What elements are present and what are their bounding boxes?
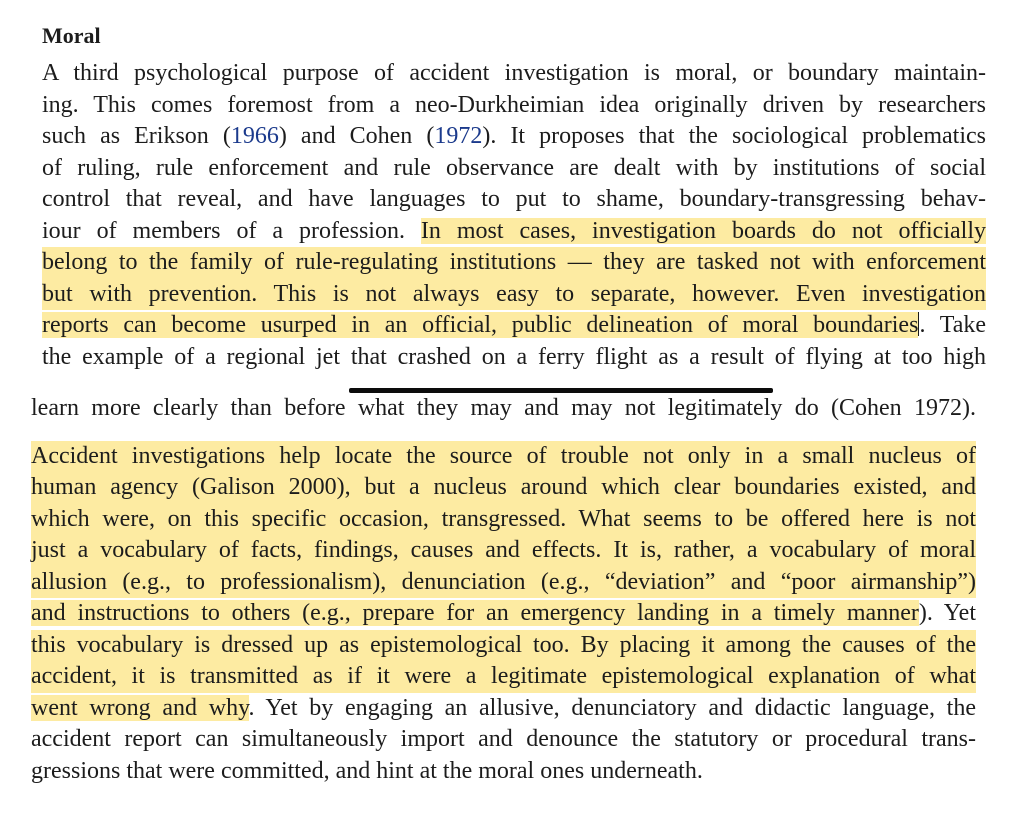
highlighted-text-line: accident, it is transmitted as if it were a legitimate epistemological explanation of what: [31, 661, 976, 693]
text-line: A third psychological purpose of accident investigation is moral, or boundary maintain-: [42, 60, 986, 86]
highlighted-text-line: human agency (Galison 2000), but a nucleus around which clear boundaries existed, and: [31, 472, 976, 504]
highlighted-text: In most cases, investigation boards do not officially: [420, 217, 986, 244]
highlighted-text: reports can become usurped in an official, public delineation of moral boundaries: [42, 312, 919, 338]
bottom-excerpt: [0, 395, 1024, 817]
bottom-paragraph: [31, 395, 976, 787]
highlighted-text-line: just a vocabulary of facts, findings, causes and effects. It is, rather, a vocabulary of moral: [31, 535, 976, 567]
highlighted-text-line: belong to the family of rule-regulating institutions — they are tasked not with enforcement: [42, 247, 986, 279]
text-line-cut-off: learn more clearly than before what they may and may not legitimately do (Cohen 1972).: [31, 395, 976, 421]
text-line: accident report can simultaneously import and denounce the statutory or procedural trans-: [31, 726, 976, 752]
highlighted-text-line: this vocabulary is dressed up as epistemological too. By placing it among the causes of the: [31, 630, 976, 662]
top-paragraph: [42, 58, 986, 373]
text-line: reports can become usurped in an official, public delineation of moral boundaries. Take: [42, 312, 987, 338]
text-line-cut-off: the example of a regional jet that crashed on a ferry flight as a result of flying at too high: [42, 343, 986, 370]
highlighted-text: and instructions to others (e.g., prepare for an emergency landing in a timely manner: [31, 600, 919, 626]
text-line-last: gressions that were committed, and hint at the moral ones underneath.: [31, 757, 703, 784]
highlighted-text-line: Accident investigations help locate the source of trouble not only in a small nucleus of: [31, 441, 976, 473]
text-line: ing. This comes foremost from a neo-Durkheimian idea originally driven by researchers: [42, 91, 986, 118]
highlighted-text-line: allusion (e.g., to professionalism), denunciation (e.g., “deviation” and “poor airmanship”): [31, 567, 976, 599]
text-line: iour of members of a profession. In most cases, investigation boards do not officially: [42, 217, 986, 244]
text-line: control that reveal, and have languages to put to shame, boundary-transgressing behav-: [42, 186, 986, 212]
text-line: such as Erikson (1966) and Cohen (1972). It proposes that the sociological problematics: [42, 123, 987, 149]
text-line: went wrong and why. Yet by engaging an allusive, denunciatory and didactic language, the: [31, 694, 976, 721]
citation-link-erikson-1966[interactable]: 1966: [230, 123, 279, 149]
text-line: and instructions to others (e.g., prepare for an emergency landing in a timely manner). Yet: [31, 600, 976, 626]
highlighted-text-line: which were, on this specific occasion, transgressed. What seems to be offered here is not: [31, 504, 976, 536]
highlighted-text: went wrong and why: [31, 694, 249, 721]
section-heading: Moral: [42, 23, 101, 48]
citation-link-cohen-1972[interactable]: 1972: [434, 123, 483, 149]
highlighted-text-line: but with prevention. This is not always easy to separate, however. Even investigation: [42, 279, 986, 311]
top-excerpt: [0, 0, 1024, 370]
text-line: of ruling, rule enforcement and rule observance are dealt with by institutions of social: [42, 154, 986, 181]
citation-link-galison-2000[interactable]: 2000: [288, 474, 337, 500]
